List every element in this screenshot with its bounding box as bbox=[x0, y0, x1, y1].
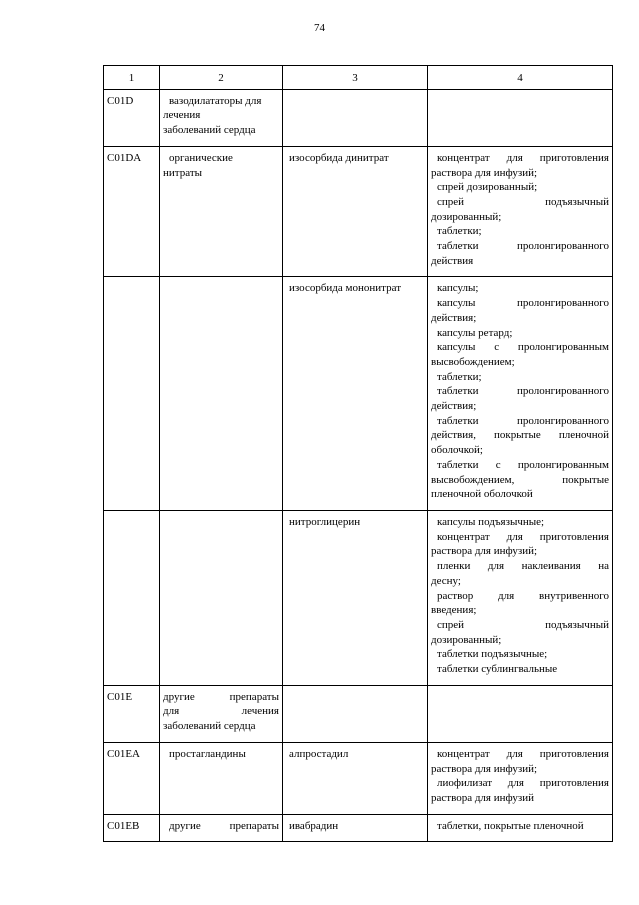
group-name-line: органические bbox=[169, 151, 233, 164]
atc-code-cell: C01DA bbox=[104, 146, 160, 277]
table-row bbox=[104, 685, 613, 742]
dosage-form-item bbox=[431, 559, 609, 588]
dosage-form-line: высвобождением, покрытые bbox=[431, 473, 609, 486]
dosage-form-line: капсулы; bbox=[437, 282, 479, 295]
group-name-line: для лечения bbox=[163, 705, 279, 718]
column-header-4: 4 bbox=[428, 66, 613, 90]
dosage-form-line: концентрат для приготовления bbox=[437, 530, 609, 543]
dosage-form-item bbox=[431, 224, 609, 239]
dosage-form-line: пленочной оболочкой bbox=[431, 488, 533, 501]
atc-code-cell bbox=[104, 277, 160, 511]
column-header-2: 2 bbox=[160, 66, 283, 90]
dosage-forms-cell bbox=[428, 146, 613, 277]
dosage-form-item bbox=[431, 618, 609, 647]
dosage-form-line: десну; bbox=[431, 574, 461, 587]
dosage-form-item bbox=[431, 195, 609, 224]
dosage-form-line: таблетки подъязычные; bbox=[437, 648, 548, 661]
dosage-forms-cell bbox=[428, 814, 613, 842]
dosage-form-line: раствора для инфузий; bbox=[431, 545, 538, 558]
dosage-form-item bbox=[431, 747, 609, 776]
dosage-form-item bbox=[431, 151, 609, 180]
dosage-forms-cell bbox=[428, 685, 613, 742]
dosage-form-line: таблетки; bbox=[437, 370, 482, 383]
dosage-form-line: раствора для инфузий bbox=[431, 791, 534, 804]
dosage-form-line: концентрат для приготовления bbox=[437, 151, 609, 164]
group-name-line: другие препараты bbox=[163, 690, 279, 703]
dosage-form-item bbox=[431, 515, 609, 530]
dosage-form-line: действия, покрытые пленочной bbox=[431, 429, 609, 442]
table-row bbox=[104, 814, 613, 842]
dosage-form-line: пленки для наклеивания на bbox=[437, 560, 609, 573]
dosage-form-line: введения; bbox=[431, 604, 477, 617]
dosage-form-item bbox=[431, 647, 609, 662]
dosage-form-line: дозированный; bbox=[431, 210, 502, 223]
group-name-cell bbox=[160, 742, 283, 814]
atc-code-cell: C01EB bbox=[104, 814, 160, 842]
dosage-form-item bbox=[431, 340, 609, 369]
dosage-form-line: таблетки; bbox=[437, 225, 482, 238]
page-number: 74 bbox=[314, 22, 325, 34]
dosage-form-line: таблетки сублингвальные bbox=[437, 663, 558, 676]
dosage-form-line: действия; bbox=[431, 400, 477, 413]
group-name-line: заболеваний сердца bbox=[163, 124, 256, 137]
drug-name-cell: нитроглицерин bbox=[283, 510, 428, 685]
dosage-forms-cell bbox=[428, 89, 613, 146]
dosage-form-item bbox=[431, 384, 609, 413]
dosage-form-item bbox=[431, 819, 609, 834]
dosage-form-item bbox=[431, 281, 609, 296]
drug-name-cell: алпростадил bbox=[283, 742, 428, 814]
group-name-cell bbox=[160, 510, 283, 685]
atc-code-cell: C01E bbox=[104, 685, 160, 742]
dosage-form-line: раствора для инфузий; bbox=[431, 762, 538, 775]
atc-code-cell bbox=[104, 510, 160, 685]
dosage-form-item bbox=[431, 180, 609, 195]
dosage-form-item bbox=[431, 326, 609, 341]
dosage-form-line: действия bbox=[431, 254, 474, 267]
drug-name-cell: ивабрадин bbox=[283, 814, 428, 842]
table-body bbox=[104, 66, 613, 842]
dosage-form-line: дозированный; bbox=[431, 633, 502, 646]
dosage-form-line: раствора для инфузий; bbox=[431, 166, 538, 179]
dosage-form-item bbox=[431, 370, 609, 385]
drug-name-cell: изосорбида мононитрат bbox=[283, 277, 428, 511]
drug-name-cell bbox=[283, 89, 428, 146]
dosage-form-line: таблетки пролонгированного bbox=[437, 385, 609, 398]
group-name-line: простагландины bbox=[169, 747, 246, 760]
dosage-form-line: высвобождением; bbox=[431, 355, 515, 368]
dosage-form-line: действия; bbox=[431, 311, 477, 324]
table-row bbox=[104, 146, 613, 277]
dosage-form-item bbox=[431, 530, 609, 559]
column-header-3: 3 bbox=[283, 66, 428, 90]
dosage-form-line: концентрат для приготовления bbox=[437, 747, 609, 760]
dosage-form-line: оболочкой; bbox=[431, 444, 483, 457]
table-row bbox=[104, 277, 613, 511]
table-header-row bbox=[104, 66, 613, 90]
dosage-form-line: раствор для внутривенного bbox=[437, 589, 609, 602]
drug-name-cell: изосорбида динитрат bbox=[283, 146, 428, 277]
dosage-form-line: таблетки пролонгированного bbox=[437, 414, 609, 427]
group-name-line: заболеваний сердца bbox=[163, 720, 256, 733]
dosage-form-line: таблетки пролонгированного bbox=[437, 240, 609, 253]
dosage-form-line: таблетки с пролонгированным bbox=[437, 458, 609, 471]
dosage-form-item bbox=[431, 296, 609, 325]
dosage-forms-cell bbox=[428, 742, 613, 814]
column-header-1: 1 bbox=[104, 66, 160, 90]
group-name-cell bbox=[160, 89, 283, 146]
dosage-form-line: капсулы ретард; bbox=[437, 326, 513, 339]
group-name-cell bbox=[160, 146, 283, 277]
dosage-form-item bbox=[431, 458, 609, 502]
drug-classification-table bbox=[103, 65, 613, 842]
dosage-form-line: капсулы подъязычные; bbox=[437, 515, 545, 528]
drug-name-cell bbox=[283, 685, 428, 742]
atc-code-cell: C01EA bbox=[104, 742, 160, 814]
group-name-line: лечения bbox=[163, 109, 201, 122]
table-row bbox=[104, 742, 613, 814]
dosage-form-item bbox=[431, 239, 609, 268]
group-name-line: вазодилататоры для bbox=[169, 94, 262, 107]
group-name-cell bbox=[160, 685, 283, 742]
group-name-line: нитраты bbox=[163, 166, 203, 179]
dosage-form-line: таблетки, покрытые пленочной bbox=[437, 819, 584, 832]
dosage-form-item bbox=[431, 414, 609, 458]
table-row bbox=[104, 510, 613, 685]
group-name-line: другие препараты bbox=[169, 819, 279, 832]
dosage-form-line: лиофилизат для приготовления bbox=[437, 777, 609, 790]
table-row bbox=[104, 89, 613, 146]
dosage-form-line: капсулы с пролонгированным bbox=[437, 341, 609, 354]
group-name-cell bbox=[160, 277, 283, 511]
dosage-form-item bbox=[431, 662, 609, 677]
dosage-form-line: капсулы пролонгированного bbox=[437, 297, 609, 310]
atc-code-cell: C01D bbox=[104, 89, 160, 146]
dosage-forms-cell bbox=[428, 510, 613, 685]
dosage-form-item bbox=[431, 776, 609, 805]
dosage-forms-cell bbox=[428, 277, 613, 511]
group-name-cell bbox=[160, 814, 283, 842]
dosage-form-line: спрей подъязычный bbox=[437, 195, 609, 208]
dosage-form-line: спрей подъязычный bbox=[437, 618, 609, 631]
dosage-form-line: спрей дозированный; bbox=[437, 181, 538, 194]
dosage-form-item bbox=[431, 589, 609, 618]
